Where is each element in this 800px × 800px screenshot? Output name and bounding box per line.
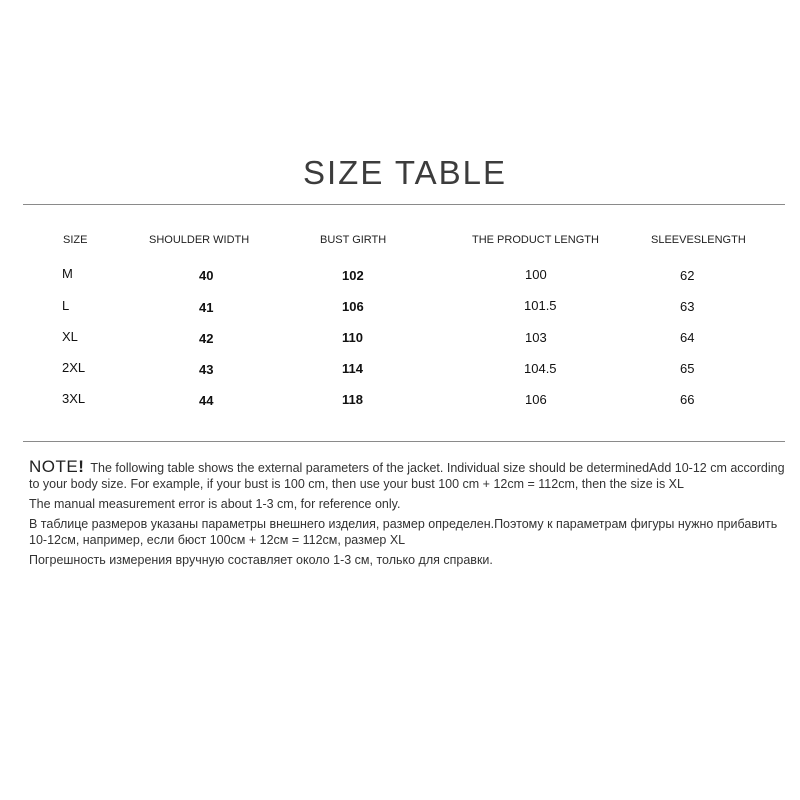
table-cell-bust: 118	[342, 392, 363, 407]
table-cell-sleeve: 66	[680, 392, 695, 407]
table-cell-shoulder: 43	[199, 362, 214, 377]
table-cell-size: 2XL	[62, 360, 86, 375]
table-cell-size: 3XL	[62, 391, 86, 406]
table-cell-size: L	[62, 298, 70, 313]
note-exclamation: !	[78, 457, 85, 476]
note-text-russian: В таблице размеров указаны параметры внешнего изделия, размер определен.Поэтому к параметрам фигуры нужно прибавить 10-12см, например, если бюст 100см + 12см = 112см, размер XL	[29, 517, 778, 547]
table-cell-sleeve: 64	[680, 330, 695, 345]
header-sleeves-length: SLEEVESLENGTH	[651, 234, 746, 246]
table-cell-bust: 110	[342, 330, 363, 345]
table-cell-length: 101.5	[524, 298, 557, 313]
table-cell-size: XL	[62, 329, 78, 344]
table-cell-bust: 114	[342, 361, 363, 376]
page-title: SIZE TABLE	[302, 154, 507, 191]
note-paragraph-english	[29, 459, 789, 492]
note-label-text: NOTE	[29, 457, 79, 476]
table-cell-sleeve: 65	[680, 361, 695, 376]
table-cell-bust: 106	[342, 299, 364, 314]
header-shoulder-width: SHOULDER WIDTH	[149, 234, 250, 246]
table-cell-shoulder: 42	[199, 331, 214, 346]
header-bust-girth: BUST GIRTH	[320, 234, 387, 246]
table-cell-shoulder: 40	[199, 268, 214, 283]
table-cell-bust: 102	[342, 268, 364, 283]
note-measurement-error-russian: Погрешность измерения вручную составляет около 1-3 см, только для справки.	[29, 553, 493, 567]
table-cell-shoulder: 41	[199, 300, 214, 315]
table-cell-shoulder: 44	[199, 393, 214, 408]
table-cell-length: 104.5	[524, 361, 557, 376]
note-section	[29, 459, 789, 572]
table-cell-length: 103	[525, 330, 547, 345]
table-cell-sleeve: 63	[680, 299, 695, 314]
table-cell-size: M	[62, 266, 73, 281]
bottom-divider	[23, 441, 785, 442]
table-cell-sleeve: 62	[680, 268, 695, 283]
header-size: SIZE	[63, 234, 88, 246]
note-measurement-error: The manual measurement error is about 1-3 cm, for reference only.	[29, 497, 401, 511]
note-text-english: The following table shows the external parameters of the jacket. Individual size should be determinedAdd 10-12 cm according to your body size. For example, if your bust is 100 cm, then use your bust 100 cm + 12cm = 112cm, then the size is XL	[29, 461, 785, 491]
table-cell-length: 100	[525, 267, 547, 282]
note-label	[29, 457, 84, 476]
header-product-length: THE PRODUCT LENGTH	[472, 234, 599, 246]
table-cell-length: 106	[525, 392, 547, 407]
